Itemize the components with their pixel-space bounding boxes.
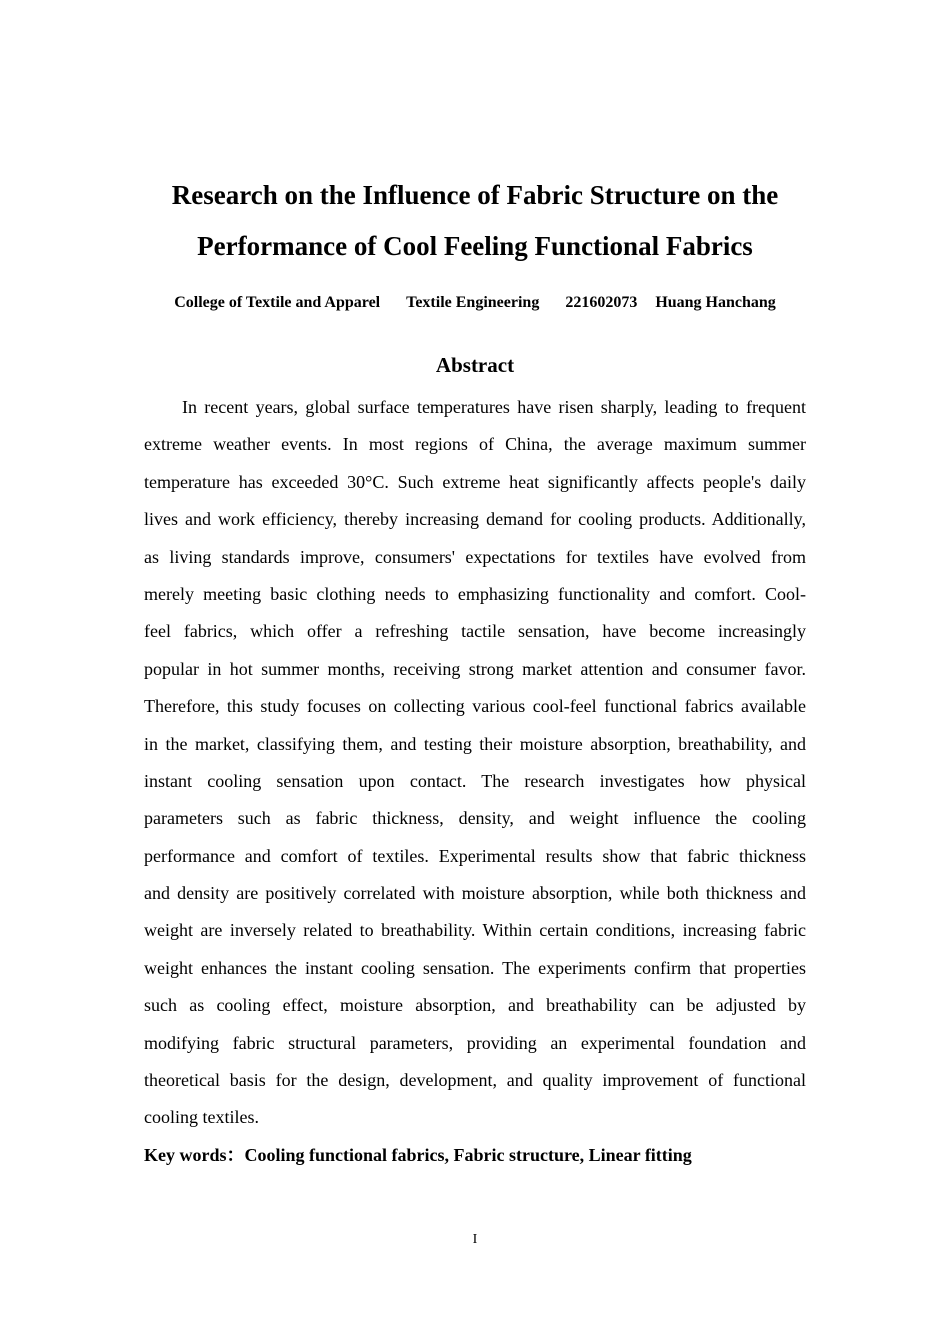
- abstract-line: parameters such as fabric thickness, density, and weight influence the cooling: [144, 808, 806, 829]
- page-number: I: [472, 1232, 478, 1247]
- abstract-line: temperature has exceeded 30°C. Such extreme heat significantly affects people's daily: [144, 471, 806, 492]
- abstract-line: In recent years, global surface temperatures have risen sharply, leading to frequent: [182, 397, 806, 417]
- major-name: Textile Engineering: [406, 294, 540, 311]
- abstract-line: merely meeting basic clothing needs to emphasizing functionality and comfort. Cool-: [144, 583, 806, 604]
- title-line-1: Research on the Influence of Fabric Structure on the: [171, 180, 779, 210]
- abstract-line: weight enhances the instant cooling sensation. The experiments confirm that properties: [144, 957, 806, 978]
- abstract-line: weight are inversely related to breathability. Within certain conditions, increasing fabric: [144, 920, 806, 941]
- keywords: [144, 1141, 844, 1169]
- abstract-line: such as cooling effect, moisture absorption, and breathability can be adjusted by: [144, 995, 806, 1016]
- abstract-line: performance and comfort of textiles. Experimental results show that fabric thickness: [144, 845, 806, 866]
- abstract-line: Therefore, this study focuses on collecting various cool-feel functional fabrics available: [144, 696, 806, 717]
- abstract-line: instant cooling sensation upon contact. The research investigates how physical: [144, 770, 806, 791]
- abstract-line: extreme weather events. In most regions of China, the average maximum summer: [144, 434, 806, 455]
- abstract-heading: Abstract: [435, 353, 515, 377]
- abstract-line: and density are positively correlated with moisture absorption, while both thickness and: [144, 883, 806, 904]
- abstract-body: [144, 389, 806, 1137]
- keywords-text: Cooling functional fabrics, Fabric structure, Linear fitting: [244, 1145, 692, 1165]
- author-affiliation: [100, 292, 850, 314]
- abstract-line: in the market, classifying them, and testing their moisture absorption, breathability, and: [144, 733, 806, 754]
- abstract-line: theoretical basis for the design, development, and quality improvement of functional: [144, 1070, 806, 1091]
- author-name: Huang Hanchang: [655, 294, 776, 311]
- abstract-line: as living standards improve, consumers' expectations for textiles have evolved from: [144, 546, 806, 567]
- title-line-2: Performance of Cool Feeling Functional Fabrics: [197, 231, 753, 261]
- abstract-line: modifying fabric structural parameters, providing an experimental foundation and: [144, 1032, 806, 1053]
- student-id: 221602073: [565, 294, 638, 311]
- keywords-label: Key words：: [144, 1145, 245, 1165]
- abstract-line: feel fabrics, which offer a refreshing tactile sensation, have become increasingly: [144, 621, 806, 642]
- college-name: College of Textile and Apparel: [174, 294, 381, 311]
- abstract-line: cooling textiles.: [144, 1107, 259, 1128]
- paper-title: [100, 170, 850, 272]
- abstract-line: popular in hot summer months, receiving strong market attention and consumer favor.: [144, 658, 806, 679]
- abstract-line: lives and work efficiency, thereby increasing demand for cooling products. Additionally,: [144, 509, 806, 530]
